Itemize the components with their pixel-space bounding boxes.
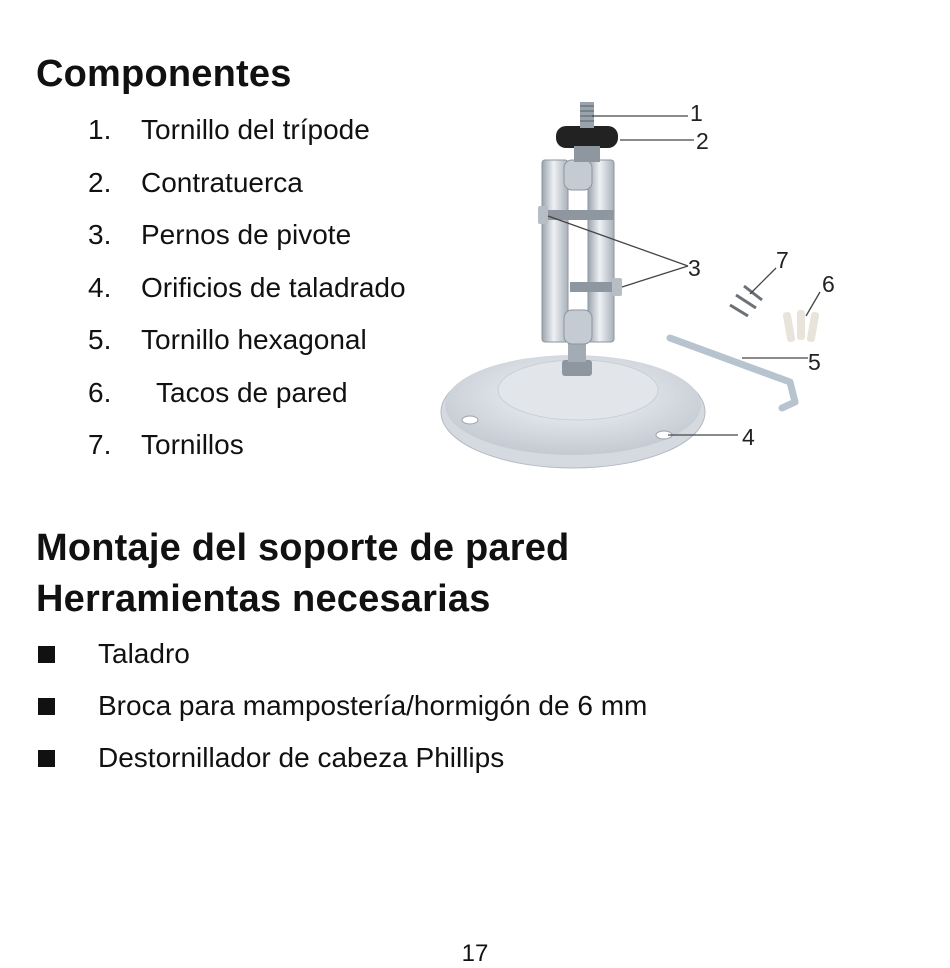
square-bullet-icon (38, 646, 55, 663)
tripod-screw (580, 102, 594, 128)
wall-mount-figure (430, 90, 870, 490)
list-item (38, 686, 647, 738)
component-label: Contratuerca (141, 166, 303, 198)
components-list (88, 110, 406, 478)
list-item: 1. Tornillo del trípode (88, 110, 406, 163)
callout-1: 1 (690, 100, 703, 126)
component-label: Tornillo hexagonal (141, 324, 367, 355)
tools-list (38, 634, 647, 790)
component-label: Tornillos (141, 429, 244, 460)
tool-label: Destornillador de cabeza Phillips (98, 742, 505, 773)
callout-3: 3 (688, 255, 701, 281)
square-bullet-icon (38, 750, 55, 767)
wall-plugs (782, 310, 819, 342)
bracket-arms (542, 160, 614, 344)
list-item: 2. Contratuerca (88, 163, 406, 216)
mount-heading: Montaje del soporte de pared (36, 527, 570, 569)
list-item (38, 738, 647, 790)
list-item: 4. Orificios de taladrado (88, 268, 406, 321)
tool-label: Taladro (98, 638, 190, 669)
list-item: 3. Pernos de pivote (88, 215, 406, 268)
tool-label: Broca para mampostería/hormigón de 6 mm (98, 690, 648, 721)
component-label: Tacos de pared (141, 376, 348, 408)
tools-heading: Herramientas necesarias (36, 578, 491, 620)
components-heading: Componentes (36, 53, 292, 95)
component-label: Tornillo del trípode (141, 114, 370, 145)
callout-4: 4 (742, 424, 755, 450)
list-item: 5. Tornillo hexagonal (88, 320, 406, 373)
callout-5: 5 (808, 349, 821, 375)
component-label: Orificios de taladrado (141, 271, 406, 303)
page-number: 17 (461, 940, 489, 967)
callout-2: 2 (696, 128, 709, 154)
list-item: 6. Tacos de pared (88, 373, 406, 426)
callout-6: 6 (822, 271, 835, 297)
callout-7: 7 (776, 247, 789, 273)
lock-nut (556, 126, 618, 162)
component-label: Pernos de pivote (141, 219, 352, 250)
list-item: 7. Tornillos (88, 425, 406, 478)
square-bullet-icon (38, 698, 55, 715)
list-item (38, 634, 647, 686)
screws (730, 286, 762, 316)
